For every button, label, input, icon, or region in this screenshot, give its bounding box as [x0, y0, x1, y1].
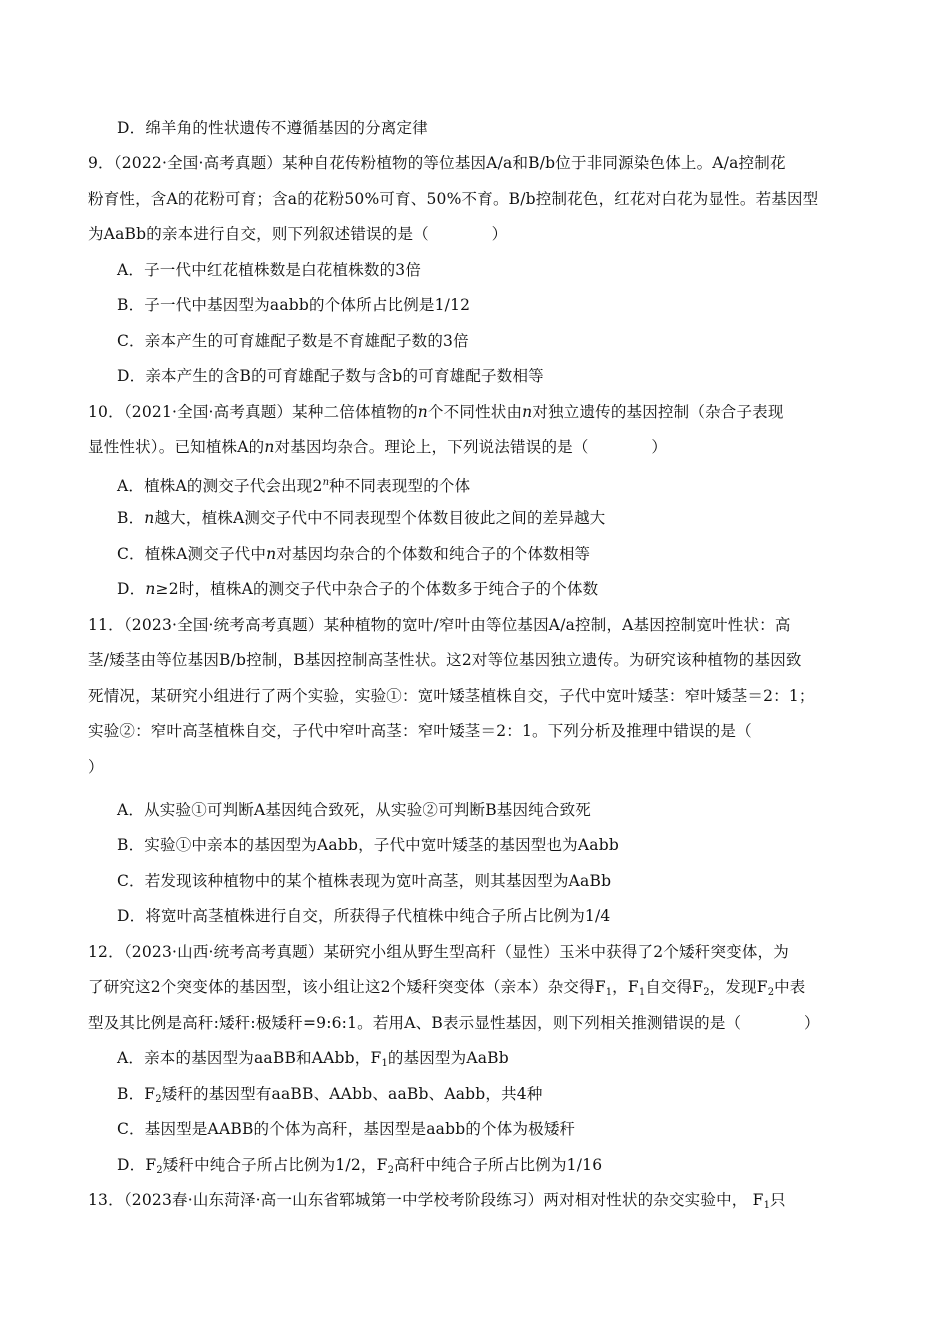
q12-option-c: C．基因型是AABB的个体为高秆，基因型是aabb的个体为极矮秆: [117, 1120, 576, 1138]
q9-stem-line-2: 粉育性，含A的花粉可育；含a的花粉50%可育、50%不育。B/b控制花色，红花对白花为显性。若基因型: [88, 190, 819, 208]
q11-option-a: A．从实验①可判断A基因纯合致死，从实验②可判断B基因纯合致死: [117, 801, 591, 819]
q10-option-a: A．植株A的测交子代会出现2$^n$种不同表现型的个体: [117, 477, 471, 495]
q9-option-b: B．子一代中基因型为aabb的个体所占比例是1/12: [117, 296, 471, 314]
q10-option-b: B．n越大，植株A测交子代中不同表现型个体数目彼此之间的差异越大: [117, 509, 606, 527]
q10-option-c: C．植株A测交子代中n对基因均杂合的个体数和纯合子的个体数相等: [117, 545, 591, 563]
q11-stem-line-2: 茎/矮茎由等位基因B/b控制，B基因控制高茎性状。这2对等位基因独立遗传。为研究该种植物的基因致: [88, 651, 802, 669]
q13-stem-line-1: 13．（2023春·山东菏泽·高一山东省郓城第一中学校考阶段练习）两对相对性状的杂交实验中， $F_1$只: [88, 1191, 786, 1211]
q9-stem-line-1: 9．（2022·全国·高考真题）某种自花传粉植物的等位基因A/a和B/b位于非同源染色体上。A/a控制花: [88, 154, 786, 172]
q9-option-c: C．亲本产生的可育雄配子数是不育雄配子数的3倍: [117, 332, 469, 350]
q11-stem-line-5: ）: [88, 758, 104, 776]
q12-option-a: A．亲本的基因型为aaBB和AAbb，$F_1$的基因型为AaBb: [117, 1049, 509, 1069]
q11-stem-line-1: 11．（2023·全国·统考高考真题）某种植物的宽叶/窄叶由等位基因A/a控制，A基因控制宽叶性状：高: [88, 616, 791, 634]
q8-option-d: D．绵羊角的性状遗传不遵循基因的分离定律: [117, 119, 428, 137]
q9-stem-line-3: 为AaBb的亲本进行自交，则下列叙述错误的是（ ）: [88, 225, 508, 243]
q12-option-b: B．$F_2$矮秆的基因型有aaBB、AAbb、aaBb、Aabb，共4种: [117, 1085, 543, 1105]
q9-option-a: A．子一代中红花植株数是白花植株数的3倍: [117, 261, 422, 279]
q12-stem-line-3: 型及其比例是高秆:矮秆:极矮秆=9:6:1。若用A、B表示显性基因，则下列相关推测错误的是（ ）: [88, 1014, 820, 1032]
q11-option-c: C．若发现该种植物中的某个植株表现为宽叶高茎，则其基因型为AaBb: [117, 872, 612, 890]
q11-stem-line-4: 实验②：窄叶高茎植株自交，子代中窄叶高茎：窄叶矮茎＝2：1。下列分析及推理中错误的是（: [88, 722, 752, 740]
q10-stem-line-2: 显性性状）。已知植株A的n对基因均杂合。理论上，下列说法错误的是（ ）: [88, 438, 668, 456]
q11-option-b: B．实验①中亲本的基因型为Aabb，子代中宽叶矮茎的基因型也为Aabb: [117, 836, 619, 854]
q12-stem-line-1: 12．（2023·山西·统考高考真题）某研究小组从野生型高秆（显性）玉米中获得了2个矮秆突变体，为: [88, 943, 789, 961]
q9-option-d: D．亲本产生的含B的可育雄配子数与含b的可育雄配子数相等: [117, 367, 544, 385]
q10-stem-line-1: 10．（2021·全国·高考真题）某种二倍体植物的n个不同性状由n对独立遗传的基因控制（杂合子表现: [88, 403, 784, 421]
q12-stem-line-2: 了研究这2个突变体的基因型，该小组让这2个矮秆突变体（亲本）杂交得$F_1$，$F_1$自交得$F_2$，发现$F_2$中表: [88, 978, 806, 998]
q12-option-d: D．$F_2$矮秆中纯合子所占比例为1/2，$F_2$高秆中纯合子所占比例为1/16: [117, 1156, 603, 1176]
q11-option-d: D．将宽叶高茎植株进行自交，所获得子代植株中纯合子所占比例为1/4: [117, 907, 611, 925]
q11-stem-line-3: 死情况，某研究小组进行了两个实验，实验①：宽叶矮茎植株自交，子代中宽叶矮茎：窄叶矮茎＝2：1；: [88, 687, 815, 705]
q10-option-d: D．n≥2时，植株A的测交子代中杂合子的个体数多于纯合子的个体数: [117, 580, 599, 598]
